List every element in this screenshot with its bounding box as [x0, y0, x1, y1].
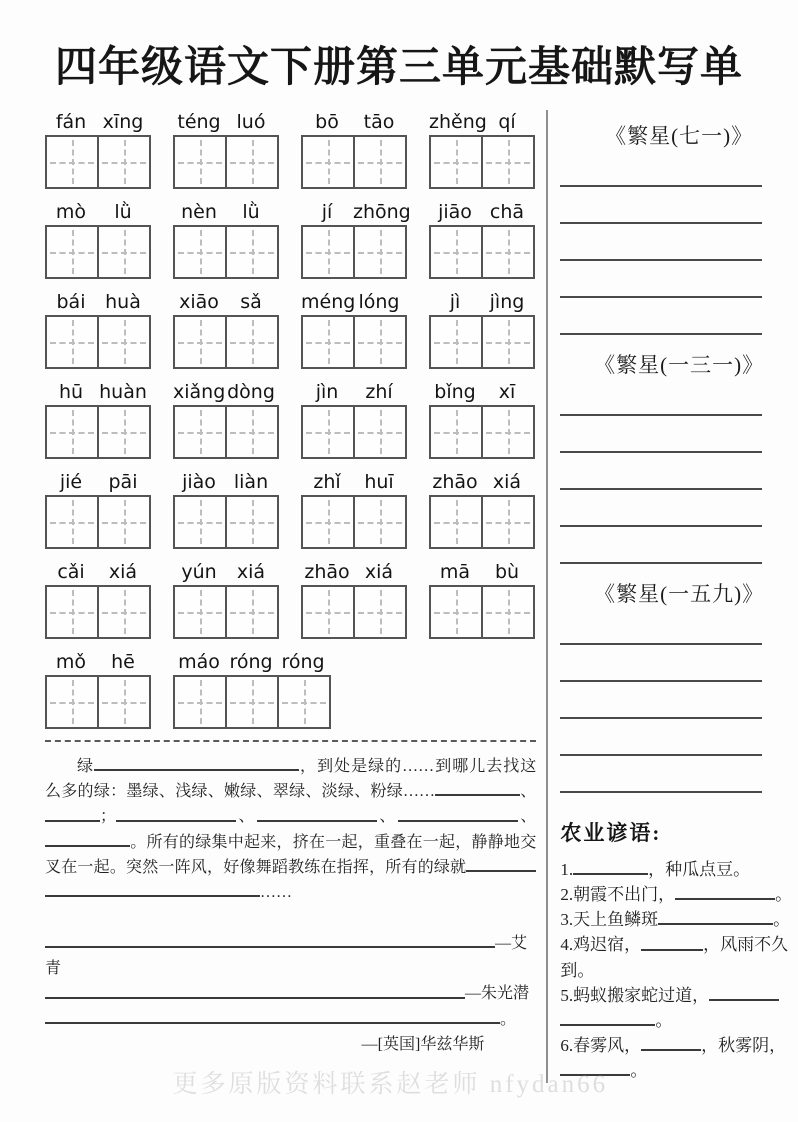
pinyin-box-row: [45, 110, 536, 189]
pinyin-syllable: zhōng: [353, 201, 411, 223]
box-line: [45, 585, 151, 639]
pinyin-box-row: [45, 650, 536, 729]
pinyin-line: [301, 470, 407, 495]
word-group: [173, 650, 331, 729]
writing-box: [353, 495, 407, 549]
pinyin-box-row: [45, 380, 536, 459]
pinyin-syllable: lóng: [358, 291, 400, 313]
poem-title: 《繁星(一三一)》: [594, 353, 765, 377]
writing-box: [97, 315, 151, 369]
writing-box: [481, 135, 535, 189]
pinyin-syllable: xī: [498, 381, 516, 403]
writing-box: [353, 225, 407, 279]
blank-answer-line: [641, 932, 703, 950]
pinyin-syllable: yún: [181, 561, 217, 583]
pinyin-line: [45, 380, 151, 405]
pinyin-line: [301, 290, 407, 315]
box-line: [429, 495, 535, 549]
pinyin-syllable: zhāo: [304, 561, 350, 583]
pinyin-line: [173, 470, 279, 495]
writing-box: [481, 315, 535, 369]
word-group: [173, 290, 279, 369]
pinyin-line: [429, 110, 535, 135]
word-group: [173, 560, 279, 639]
blank-answer-line: [45, 880, 260, 897]
poem-answer-line: [560, 608, 762, 645]
blank-answer-line: [45, 931, 495, 948]
pinyin-syllable: jiāo: [438, 201, 472, 223]
pinyin-syllable: jì: [449, 291, 461, 313]
page-title: 四年级语文下册第三单元基础默写单: [54, 45, 743, 91]
poem-answer-line: [560, 453, 762, 490]
poem-answer-line: [560, 187, 762, 224]
writing-box: [429, 405, 483, 459]
blank-answer-line: [45, 804, 100, 821]
word-group: [429, 380, 535, 459]
text-run: ，种瓜点豆。: [648, 860, 751, 880]
pinyin-box-row: [45, 560, 536, 639]
word-group: [45, 290, 151, 369]
word-group: [173, 200, 279, 279]
box-line: [45, 135, 151, 189]
pinyin-syllable: bǐng: [434, 381, 476, 403]
word-group: [301, 470, 407, 549]
writing-box: [97, 675, 151, 729]
pinyin-line: [173, 650, 331, 675]
pinyin-line: [45, 650, 151, 675]
word-group: [45, 560, 151, 639]
writing-box: [301, 405, 355, 459]
word-group: [429, 560, 535, 639]
pinyin-syllable: huàn: [99, 381, 147, 403]
writing-box: [225, 225, 279, 279]
pinyin-syllable: jí: [321, 201, 333, 223]
writing-box: [481, 225, 535, 279]
blank-answer-line: [45, 981, 465, 998]
pinyin-syllable: róng: [281, 651, 325, 673]
text-run: 。所有的绿集中起来，挤在一起，重叠在一起，静静地交叉在一起。突然一阵风，好像舞蹈教练在指挥，所有的绿就: [45, 833, 537, 876]
writing-box: [173, 585, 227, 639]
pinyin-line: [301, 560, 407, 585]
poem-answer-line: [560, 150, 762, 187]
text-run: 2.朝霞不出门，: [560, 885, 676, 905]
pinyin-line: [429, 470, 535, 495]
blank-answer-line: [435, 779, 520, 796]
word-group: [173, 470, 279, 549]
text-run: ，到处是绿的……到哪儿去找这么多的绿：墨绿、浅绿、嫩绿、翠绿、淡绿、粉绿……: [45, 758, 537, 801]
pinyin-line: [45, 290, 151, 315]
writing-box: [429, 495, 483, 549]
quote-lines: [45, 931, 536, 1057]
poem-answer-line: [560, 298, 762, 335]
text-run: ，风雨不久到。: [560, 935, 789, 980]
writing-box: [97, 225, 151, 279]
writing-box: [45, 585, 99, 639]
writing-box: [45, 495, 99, 549]
writing-box: [97, 495, 151, 549]
writing-box: [173, 315, 227, 369]
blank-answer-line: [675, 882, 775, 900]
text-run: —朱光潜: [465, 985, 530, 1003]
word-group: [301, 290, 407, 369]
pinyin-line: [301, 380, 407, 405]
word-group: [45, 110, 151, 189]
pinyin-syllable: hē: [111, 651, 135, 673]
pinyin-syllable: xiá: [108, 561, 138, 583]
box-line: [45, 495, 151, 549]
text-run: 青: [45, 960, 62, 978]
pinyin-line: [301, 110, 407, 135]
word-group: [45, 470, 151, 549]
writing-box: [173, 675, 227, 729]
writing-box: [173, 225, 227, 279]
poem-answer-line: [560, 261, 762, 298]
poem-title: 《繁星(七一)》: [605, 124, 754, 148]
writing-box: [353, 405, 407, 459]
poem-answer-line: [560, 527, 762, 564]
writing-box: [97, 135, 151, 189]
pinyin-syllable: méng: [301, 291, 356, 313]
pinyin-syllable: xiá: [492, 471, 522, 493]
text-run: 3.天上鱼鳞斑: [560, 910, 659, 930]
pinyin-syllable: mā: [439, 561, 471, 583]
pinyin-syllable: zhěng: [429, 111, 487, 133]
poem-title: 《繁星(一五九)》: [594, 582, 765, 606]
dictation-rows: [45, 110, 536, 729]
box-line: [429, 225, 535, 279]
dashed-separator: [45, 740, 536, 742]
pinyin-syllable: fán: [55, 111, 87, 133]
writing-box: [173, 135, 227, 189]
writing-box: [45, 315, 99, 369]
proverb-item: [560, 932, 798, 982]
box-line: [173, 315, 279, 369]
text-run: 。: [773, 910, 791, 930]
pinyin-line: [173, 290, 279, 315]
pinyin-box-row: [45, 290, 536, 369]
poem-answer-line: [560, 416, 762, 453]
text-run: 。: [630, 1061, 648, 1081]
proverbs-heading: 农业谚语:: [560, 821, 662, 845]
blank-answer-line: [560, 1058, 630, 1076]
writing-box: [225, 135, 279, 189]
pinyin-syllable: zhí: [365, 381, 393, 403]
proverb-item: [560, 882, 798, 907]
text-run: 6.春雾风，: [560, 1035, 642, 1055]
pinyin-syllable: bù: [494, 561, 520, 583]
quote-line: [45, 1007, 536, 1032]
box-line: [301, 315, 407, 369]
pinyin-syllable: dòng: [227, 381, 275, 403]
writing-box: [45, 225, 99, 279]
writing-box: [481, 495, 535, 549]
blank-answer-line: [116, 804, 236, 821]
writing-box: [45, 675, 99, 729]
proverb-item: [560, 983, 798, 1033]
writing-box: [429, 315, 483, 369]
pinyin-syllable: sǎ: [240, 291, 262, 313]
blank-answer-line: [94, 754, 299, 771]
text-run: —艾: [495, 935, 528, 953]
text-run: 4.鸡迟宿，: [560, 935, 642, 955]
word-group: [45, 380, 151, 459]
word-group: [45, 200, 151, 279]
text-run: 。: [655, 1010, 673, 1030]
proverb-item: [560, 1033, 798, 1083]
pinyin-syllable: róng: [229, 651, 273, 673]
writing-box: [301, 315, 355, 369]
writing-box: [173, 495, 227, 549]
text-run: 5.蚂蚁搬家蛇过道，: [560, 985, 710, 1005]
watermark-text: 更多原版资料联系赵老师 nfydan66: [172, 1071, 609, 1098]
writing-box: [45, 405, 99, 459]
word-group: [429, 200, 535, 279]
writing-box: [225, 495, 279, 549]
word-group: [173, 110, 279, 189]
blank-answer-line: [573, 857, 648, 875]
pinyin-line: [45, 200, 151, 225]
blank-answer-line: [709, 983, 779, 1001]
box-line: [429, 585, 535, 639]
text-run: ，秋雾阴，: [701, 1035, 787, 1055]
writing-box: [429, 225, 483, 279]
box-line: [45, 225, 151, 279]
left-column: [45, 110, 536, 1083]
pinyin-line: [45, 470, 151, 495]
box-line: [45, 315, 151, 369]
box-line: [429, 315, 535, 369]
poem-sections: [560, 120, 798, 793]
quote-line: [45, 1032, 536, 1057]
box-line: [301, 135, 407, 189]
writing-box: [225, 405, 279, 459]
box-line: [301, 225, 407, 279]
proverb-item: [560, 857, 798, 882]
quote-line: [45, 981, 536, 1006]
box-line: [173, 585, 279, 639]
pinyin-line: [173, 380, 279, 405]
pinyin-line: [429, 290, 535, 315]
text-run: 。: [775, 885, 793, 905]
word-group: [173, 380, 279, 459]
pinyin-syllable: téng: [177, 111, 221, 133]
blank-answer-line: [658, 907, 773, 925]
pinyin-syllable: xiá: [236, 561, 266, 583]
quote-line: [45, 931, 536, 956]
writing-box: [225, 585, 279, 639]
writing-box: [97, 585, 151, 639]
poem-answer-line: [560, 682, 762, 719]
writing-box: [301, 495, 355, 549]
proverbs-list: [560, 857, 798, 1083]
word-group: [301, 380, 407, 459]
pinyin-syllable: xīng: [102, 111, 144, 133]
pinyin-syllable: mǒ: [55, 651, 87, 673]
pinyin-syllable: chā: [489, 201, 525, 223]
writing-box: [353, 135, 407, 189]
pinyin-syllable: bái: [56, 291, 86, 313]
text-run: 1.: [560, 860, 574, 880]
blank-answer-line: [45, 1007, 500, 1024]
writing-box: [173, 405, 227, 459]
pinyin-syllable: luó: [236, 111, 266, 133]
blank-answer-line: [45, 830, 130, 847]
blank-answer-line: [257, 804, 377, 821]
pinyin-line: [301, 200, 411, 225]
pinyin-syllable: xiá: [364, 561, 394, 583]
pinyin-syllable: xiǎng: [173, 381, 226, 403]
blank-answer-line: [641, 1033, 701, 1051]
pinyin-box-row: [45, 470, 536, 549]
blank-answer-line: [560, 1008, 655, 1026]
pinyin-syllable: zhāo: [432, 471, 478, 493]
pinyin-syllable: cǎi: [57, 561, 85, 583]
word-group: [429, 470, 535, 549]
pinyin-syllable: hū: [58, 381, 84, 403]
text-run: 。: [500, 1010, 517, 1028]
word-group: [301, 110, 407, 189]
quote-line: [45, 956, 536, 981]
word-group: [301, 560, 407, 639]
pinyin-line: [173, 200, 279, 225]
box-line: [173, 495, 279, 549]
writing-box: [225, 315, 279, 369]
poem-answer-line: [560, 490, 762, 527]
word-group: [45, 650, 151, 729]
writing-box: [353, 315, 407, 369]
text-run: 、: [376, 808, 398, 826]
pinyin-syllable: zhǐ: [313, 471, 341, 493]
page-content: [0, 110, 798, 1083]
pinyin-syllable: lǜ: [242, 201, 260, 223]
pinyin-syllable: huī: [364, 471, 394, 493]
pinyin-syllable: qí: [498, 111, 516, 133]
writing-box: [481, 585, 535, 639]
pinyin-syllable: bō: [315, 111, 339, 133]
writing-box: [225, 675, 279, 729]
text-run: 、: [236, 808, 257, 826]
green-fill-in-paragraph: [45, 754, 536, 905]
pinyin-line: [45, 110, 151, 135]
text-run: 绿: [77, 758, 95, 776]
pinyin-syllable: mò: [55, 201, 87, 223]
pinyin-line: [45, 560, 151, 585]
writing-box: [301, 585, 355, 639]
writing-box: [429, 135, 483, 189]
poem-answer-line: [560, 645, 762, 682]
text-run: 、: [520, 783, 537, 801]
pinyin-syllable: jié: [59, 471, 83, 493]
pinyin-syllable: xiāo: [179, 291, 219, 313]
pinyin-line: [429, 380, 535, 405]
writing-box: [481, 405, 535, 459]
word-group: [429, 110, 535, 189]
writing-box: [301, 225, 355, 279]
right-column: [546, 110, 798, 1083]
writing-box: [429, 585, 483, 639]
box-line: [301, 585, 407, 639]
text-run: ……: [260, 884, 292, 902]
box-line: [173, 405, 279, 459]
proverb-item: [560, 907, 798, 932]
pinyin-line: [173, 110, 279, 135]
box-line: [301, 405, 407, 459]
pinyin-syllable: jiào: [182, 471, 216, 493]
pinyin-syllable: nèn: [181, 201, 217, 223]
pinyin-syllable: jìn: [315, 381, 339, 403]
word-group: [301, 200, 411, 279]
writing-box: [353, 585, 407, 639]
box-line: [173, 675, 331, 729]
box-line: [429, 135, 535, 189]
box-line: [173, 225, 279, 279]
pinyin-box-row: [45, 200, 536, 279]
writing-box: [277, 675, 331, 729]
writing-box: [45, 135, 99, 189]
pinyin-syllable: jìng: [489, 291, 525, 313]
box-line: [45, 405, 151, 459]
text-run: 、: [517, 808, 537, 826]
writing-box: [301, 135, 355, 189]
pinyin-syllable: liàn: [233, 471, 269, 493]
writing-box: [97, 405, 151, 459]
pinyin-syllable: huà: [105, 291, 141, 313]
poem-answer-line: [560, 719, 762, 756]
pinyin-syllable: pāi: [108, 471, 138, 493]
poem-answer-line: [560, 379, 762, 416]
pinyin-syllable: tāo: [363, 111, 395, 133]
pinyin-line: [429, 200, 535, 225]
pinyin-syllable: lǜ: [114, 201, 132, 223]
pinyin-line: [173, 560, 279, 585]
text-run: ；: [100, 808, 117, 826]
box-line: [173, 135, 279, 189]
word-group: [429, 290, 535, 369]
poem-answer-line: [560, 224, 762, 261]
text-run: —[英国]华兹华斯: [361, 1035, 485, 1053]
box-line: [301, 495, 407, 549]
poem-answer-line: [560, 756, 762, 793]
pinyin-syllable: máo: [178, 651, 220, 673]
box-line: [45, 675, 151, 729]
box-line: [429, 405, 535, 459]
blank-answer-line: [466, 855, 536, 872]
blank-answer-line: [398, 804, 518, 821]
pinyin-line: [429, 560, 535, 585]
